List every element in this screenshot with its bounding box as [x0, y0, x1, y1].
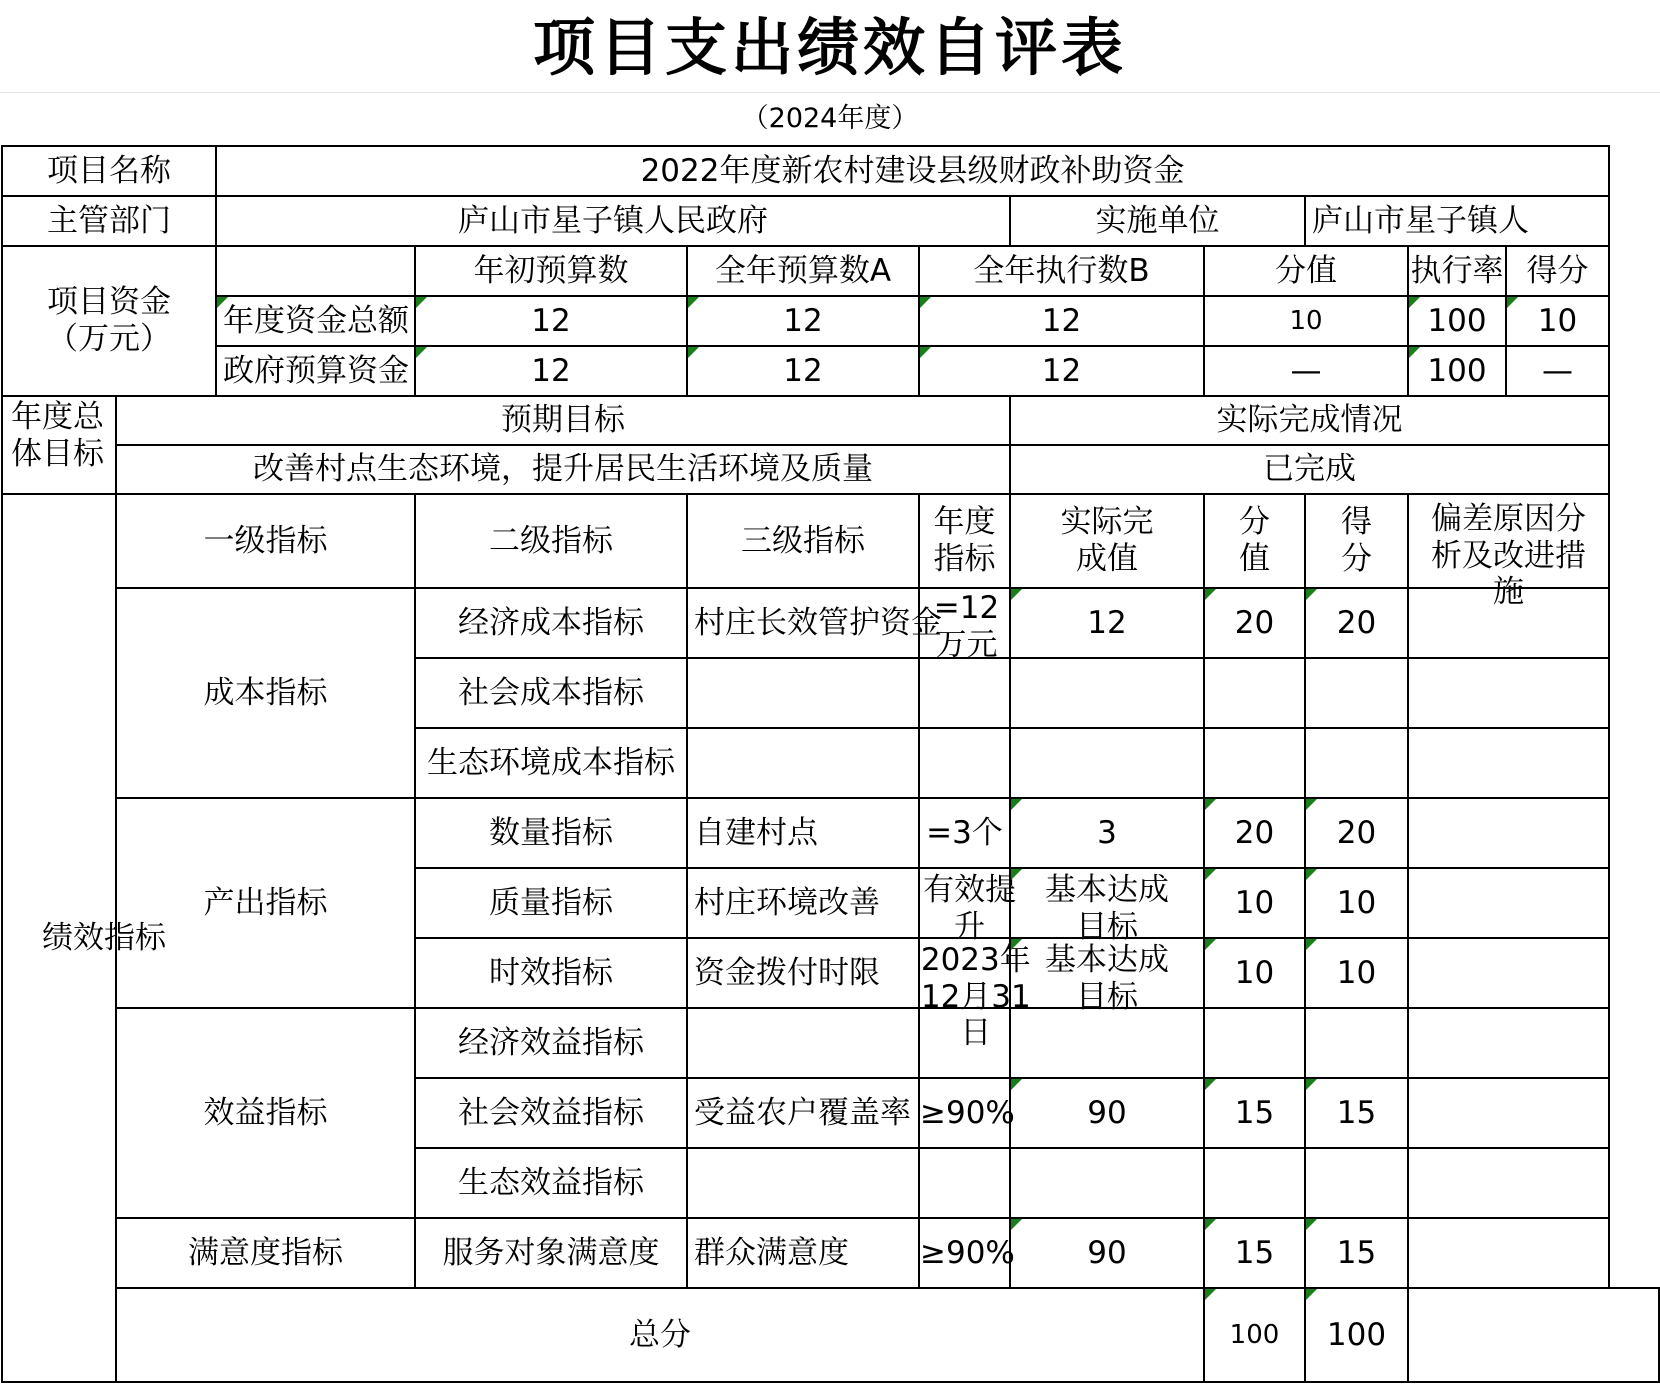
total-score-cell[interactable]: 100	[1305, 1288, 1408, 1382]
level3-cell[interactable]: 群众满意度	[687, 1218, 919, 1288]
deviation-cell[interactable]	[1408, 1148, 1609, 1218]
deviation-cell[interactable]	[1408, 868, 1609, 938]
value-cell[interactable]	[1204, 1008, 1305, 1078]
level3-cell[interactable]: 村庄长效管护资金	[687, 588, 919, 658]
value-cell[interactable]: 15	[1204, 1218, 1305, 1288]
level2-cell: 社会效益指标	[415, 1078, 687, 1148]
deviation-cell[interactable]	[1408, 1078, 1609, 1148]
level2-cell: 质量指标	[415, 868, 687, 938]
target-cell[interactable]: 有效提升	[919, 868, 1010, 938]
group-satisfaction: 满意度指标	[116, 1218, 415, 1288]
value-cell[interactable]	[1204, 1148, 1305, 1218]
header-initial-budget: 年初预算数	[415, 246, 687, 296]
target-cell[interactable]	[919, 1008, 1010, 1078]
dept-cell[interactable]: 庐山市星子镇人民政府	[216, 196, 1010, 246]
funds-rate-cell[interactable]: 100	[1408, 346, 1506, 396]
value-cell[interactable]: 10	[1204, 868, 1305, 938]
sheet-gridline	[0, 92, 1660, 93]
target-cell[interactable]: =12万元	[919, 588, 1010, 658]
actual-cell[interactable]: 90	[1010, 1218, 1204, 1288]
funds-executed-cell[interactable]: 12	[919, 346, 1204, 396]
level3-cell[interactable]: 村庄环境改善	[687, 868, 919, 938]
total-label: 总分	[116, 1288, 1204, 1382]
level3-cell[interactable]	[687, 1008, 919, 1078]
actual-cell[interactable]: 3	[1010, 798, 1204, 868]
project-name-label: 项目名称	[2, 146, 216, 196]
score-cell[interactable]	[1305, 1008, 1408, 1078]
indicator-section-label: 绩效指标	[2, 494, 116, 1382]
level3-cell[interactable]: 资金拨付时限	[687, 938, 919, 1008]
funds-score-cell[interactable]: 10	[1506, 296, 1609, 346]
header-target: 年度指标	[919, 494, 1010, 588]
header-exec-rate: 执行率	[1408, 246, 1506, 296]
funds-annual-cell[interactable]: 12	[687, 346, 919, 396]
deviation-cell[interactable]	[1408, 1218, 1609, 1288]
funds-executed-cell[interactable]: 12	[919, 296, 1204, 346]
score-cell[interactable]	[1305, 658, 1408, 728]
value-cell[interactable]	[1204, 658, 1305, 728]
value-cell[interactable]: 20	[1204, 588, 1305, 658]
dept-label: 主管部门	[2, 196, 216, 246]
level2-cell: 时效指标	[415, 938, 687, 1008]
impl-label: 实施单位	[1010, 196, 1305, 246]
funds-row-name: 政府预算资金	[216, 346, 415, 396]
header-score: 得分	[1305, 494, 1408, 588]
level3-cell[interactable]	[687, 658, 919, 728]
actual-cell[interactable]	[1010, 728, 1204, 798]
header-value: 分值	[1204, 494, 1305, 588]
actual-cell[interactable]	[1010, 1008, 1204, 1078]
target-cell[interactable]	[919, 1148, 1010, 1218]
value-cell[interactable]: 20	[1204, 798, 1305, 868]
level3-cell[interactable]	[687, 728, 919, 798]
level2-cell: 经济效益指标	[415, 1008, 687, 1078]
level2-cell: 生态环境成本指标	[415, 728, 687, 798]
deviation-cell[interactable]	[1408, 588, 1609, 658]
score-cell[interactable]: 10	[1305, 938, 1408, 1008]
goal-label: 年度总体目标	[2, 396, 116, 494]
actual-cell[interactable]: 基本达成目标	[1010, 938, 1204, 1008]
score-cell[interactable]	[1305, 1148, 1408, 1218]
header-score: 得分	[1506, 246, 1609, 296]
funds-score-value-cell[interactable]: 10	[1204, 296, 1408, 346]
level2-cell: 数量指标	[415, 798, 687, 868]
actual-cell[interactable]	[1010, 1148, 1204, 1218]
expected-goal-cell[interactable]: 改善村点生态环境，提升居民生活环境及质量	[116, 445, 1010, 494]
header-level2: 二级指标	[415, 494, 687, 588]
level2-cell: 经济成本指标	[415, 588, 687, 658]
target-cell[interactable]	[919, 658, 1010, 728]
deviation-cell[interactable]	[1408, 658, 1609, 728]
score-cell[interactable]: 20	[1305, 588, 1408, 658]
actual-goal-cell[interactable]: 已完成	[1010, 445, 1609, 494]
level3-cell[interactable]	[687, 1148, 919, 1218]
value-cell[interactable]: 10	[1204, 938, 1305, 1008]
group-output: 产出指标	[116, 798, 415, 1008]
impl-cell[interactable]: 庐山市星子镇人	[1305, 196, 1609, 246]
score-cell[interactable]: 20	[1305, 798, 1408, 868]
value-cell[interactable]	[1204, 728, 1305, 798]
funds-row-name: 年度资金总额	[216, 296, 415, 346]
score-cell[interactable]	[1305, 728, 1408, 798]
header-level1: 一级指标	[116, 494, 415, 588]
page-subtitle: （2024年度）	[741, 103, 919, 134]
level2-cell: 社会成本指标	[415, 658, 687, 728]
funds-header-blank	[216, 246, 415, 296]
score-cell[interactable]: 10	[1305, 868, 1408, 938]
target-cell[interactable]: =3个	[919, 798, 1010, 868]
target-cell[interactable]: ≥90%	[919, 1218, 1010, 1288]
deviation-cell[interactable]	[1408, 798, 1609, 868]
funds-initial-cell[interactable]: 12	[415, 296, 687, 346]
actual-cell[interactable]: 基本达成目标	[1010, 868, 1204, 938]
header-executed: 全年执行数B	[919, 246, 1204, 296]
deviation-cell[interactable]	[1408, 938, 1609, 1008]
expected-goal-header: 预期目标	[116, 396, 1010, 445]
funds-initial-cell[interactable]: 12	[415, 346, 687, 396]
actual-cell[interactable]: 90	[1010, 1078, 1204, 1148]
actual-cell[interactable]: 12	[1010, 588, 1204, 658]
target-cell[interactable]: ≥90%	[919, 1078, 1010, 1148]
score-cell[interactable]: 15	[1305, 1218, 1408, 1288]
header-annual-budget: 全年预算数A	[687, 246, 919, 296]
performance-table	[1, 145, 1660, 1383]
header-score-value: 分值	[1204, 246, 1408, 296]
header-deviation: 偏差原因分析及改进措施	[1408, 494, 1609, 588]
target-cell[interactable]	[919, 728, 1010, 798]
value-cell[interactable]: 15	[1204, 1078, 1305, 1148]
level3-cell[interactable]: 自建村点	[687, 798, 919, 868]
level3-cell[interactable]: 受益农户覆盖率	[687, 1078, 919, 1148]
project-name-cell[interactable]: 2022年度新农村建设县级财政补助资金	[216, 146, 1609, 196]
total-deviation-cell[interactable]	[1408, 1288, 1659, 1382]
page-title: 项目支出绩效自评表	[532, 11, 1127, 84]
funds-score-cell[interactable]: —	[1506, 346, 1609, 396]
header-actual: 实际完成值	[1010, 494, 1204, 588]
group-cost: 成本指标	[116, 588, 415, 798]
total-value-cell[interactable]: 100	[1204, 1288, 1305, 1382]
deviation-cell[interactable]	[1408, 1008, 1609, 1078]
deviation-cell[interactable]	[1408, 728, 1609, 798]
funds-annual-cell[interactable]: 12	[687, 296, 919, 346]
actual-cell[interactable]	[1010, 658, 1204, 728]
score-cell[interactable]: 15	[1305, 1078, 1408, 1148]
level2-cell: 服务对象满意度	[415, 1218, 687, 1288]
funds-label: 项目资金 （万元）	[2, 246, 216, 396]
funds-score-value-cell[interactable]: —	[1204, 346, 1408, 396]
group-benefit: 效益指标	[116, 1008, 415, 1218]
funds-rate-cell[interactable]: 100	[1408, 296, 1506, 346]
actual-goal-header: 实际完成情况	[1010, 396, 1609, 445]
header-level3: 三级指标	[687, 494, 919, 588]
target-cell[interactable]: 2023年12月31日	[919, 938, 1010, 1008]
level2-cell: 生态效益指标	[415, 1148, 687, 1218]
